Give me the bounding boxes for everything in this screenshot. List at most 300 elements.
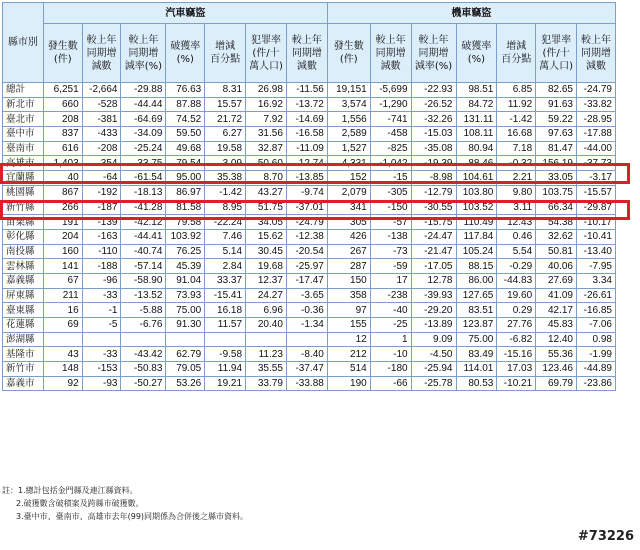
value-cell: 267 [327,244,370,259]
value-cell: 41.09 [536,288,577,303]
value-cell: -1,042 [370,156,411,171]
moto-theft-header: 機車竊盜 [327,3,615,24]
column-header: 發生數 (件) [327,24,370,83]
value-cell: -8.40 [286,347,327,362]
value-cell: -6.82 [497,332,536,347]
value-cell: 45.83 [536,318,577,333]
value-cell: -26.61 [577,288,616,303]
value-cell: 86.97 [166,185,205,200]
value-cell: 83.49 [456,347,497,362]
value-cell: 79.58 [166,215,205,230]
value-cell: 211 [43,288,82,303]
value-cell: 6.27 [205,127,246,142]
value-cell: 103.52 [456,200,497,215]
value-cell: -110 [82,244,121,259]
value-cell: 12.74 [286,156,327,171]
value-cell: 55.36 [536,347,577,362]
table-row [3,127,616,142]
value-cell [286,332,327,347]
value-cell: -0.36 [286,303,327,318]
value-cell: -58.90 [121,273,166,288]
value-cell: -39.93 [411,288,456,303]
county-name-cell: 臺東縣 [3,303,44,318]
table-row [3,141,616,156]
value-cell: 148 [43,362,82,377]
value-cell: 98.51 [456,83,497,98]
value-cell: 81.47 [536,141,577,156]
value-cell: 91.04 [166,273,205,288]
county-name-cell: 彰化縣 [3,229,44,244]
value-cell: -15.41 [205,288,246,303]
value-cell: -30.55 [411,200,456,215]
value-cell: 88.15 [456,259,497,274]
value-cell: 3.11 [497,200,536,215]
value-cell: -187 [82,200,121,215]
value-cell: 204 [43,229,82,244]
value-cell: 74.52 [166,112,205,127]
value-cell: 17.03 [497,362,536,377]
value-cell: 84.72 [456,97,497,112]
value-cell: -24.79 [286,215,327,230]
value-cell: 103.92 [166,229,205,244]
value-cell: 75.00 [166,303,205,318]
county-name-cell: 臺南市 [3,141,44,156]
value-cell: 19.68 [246,259,287,274]
value-cell: -5 [82,318,121,333]
value-cell: -33.82 [577,97,616,112]
value-cell: -1.42 [497,112,536,127]
table-row [3,259,616,274]
county-name-cell: 臺中市 [3,127,44,142]
value-cell: -44.83 [497,273,536,288]
value-cell: -26.52 [411,97,456,112]
value-cell: -59 [370,259,411,274]
value-cell: 34.05 [246,215,287,230]
value-cell: -153 [82,362,121,377]
value-cell: -57.14 [121,259,166,274]
value-cell: 12.43 [497,215,536,230]
table-row [3,215,616,230]
value-cell: -163 [82,229,121,244]
value-cell: 91.30 [166,318,205,333]
county-name-cell: 南投縣 [3,244,44,259]
value-cell: 11.94 [205,362,246,377]
value-cell: 5.54 [497,244,536,259]
value-cell: 358 [327,288,370,303]
value-cell: 43 [43,347,82,362]
column-header: 較上年 同期增 減數 [577,24,616,83]
value-cell: 50.60 [246,156,287,171]
value-cell: -29.20 [411,303,456,318]
value-cell: -305 [370,185,411,200]
value-cell: -3.65 [286,288,327,303]
county-name-cell: 花蓮縣 [3,318,44,333]
value-cell: -1.42 [205,185,246,200]
value-cell: -4.50 [411,347,456,362]
value-cell: 3.34 [577,273,616,288]
table-row [3,362,616,377]
county-name-cell: 嘉義縣 [3,273,44,288]
value-cell: 73.93 [166,288,205,303]
value-cell: -44.41 [121,229,166,244]
value-cell: 81.58 [166,200,205,215]
value-cell: -29.88 [121,83,166,98]
value-cell: 40 [43,171,82,186]
value-cell: -10 [370,347,411,362]
county-header: 縣市別 [3,3,44,83]
value-cell: 33.79 [246,376,287,391]
value-cell: 7.18 [497,141,536,156]
column-header: 破獲率 (%) [166,24,205,83]
value-cell: -0.32 [497,156,536,171]
value-cell: 0.46 [497,229,536,244]
value-cell: -22.24 [205,215,246,230]
value-cell: 54.38 [536,215,577,230]
value-cell: 82.65 [536,83,577,98]
value-cell: -10.17 [577,215,616,230]
table-row [3,185,616,200]
value-cell: -24.79 [577,83,616,98]
value-cell: 30.45 [246,244,287,259]
value-cell: -37.01 [286,200,327,215]
value-cell: 155 [327,318,370,333]
value-cell: -33 [82,347,121,362]
value-cell: 33.37 [205,273,246,288]
table-row [3,332,616,347]
table-row [3,273,616,288]
value-cell: 11.57 [205,318,246,333]
value-cell: -17.47 [286,273,327,288]
footnotes [2,484,248,523]
value-cell: 131.11 [456,112,497,127]
value-cell: 33.05 [536,171,577,186]
value-cell: -13.85 [286,171,327,186]
column-header: 較上年 同期增 減數 [370,24,411,83]
value-cell: 660 [43,97,82,112]
value-cell: -16.85 [577,303,616,318]
value-cell: 3.09 [205,156,246,171]
value-cell: 354 [82,156,121,171]
value-cell: -208 [82,141,121,156]
value-cell: 80.53 [456,376,497,391]
value-cell: 31.56 [246,127,287,142]
value-cell: 11.23 [246,347,287,362]
value-cell: 83.51 [456,303,497,318]
value-cell: 150 [327,273,370,288]
value-cell: -24.47 [411,229,456,244]
value-cell: 59.50 [166,127,205,142]
value-cell: -16.58 [286,127,327,142]
value-cell: -238 [370,288,411,303]
value-cell [205,332,246,347]
value-cell: -66 [370,376,411,391]
table-row [3,97,616,112]
value-cell: 514 [327,362,370,377]
value-cell: 837 [43,127,82,142]
value-cell: 114.01 [456,362,497,377]
value-cell: -15.16 [497,347,536,362]
value-cell: 80.94 [456,141,497,156]
value-cell: 95.00 [166,171,205,186]
value-cell: 79.05 [166,362,205,377]
value-cell: -37.73 [577,156,616,171]
value-cell: 7.92 [246,112,287,127]
value-cell [43,332,82,347]
value-cell: 79.54 [166,156,205,171]
value-cell: 104.61 [456,171,497,186]
value-cell: 12.40 [536,332,577,347]
value-cell: 7.46 [205,229,246,244]
value-cell: 110.49 [456,215,497,230]
column-header: 增減 百分點 [205,24,246,83]
table-row [3,112,616,127]
value-cell: 49.68 [166,141,205,156]
value-cell: -15 [370,171,411,186]
value-cell: -188 [82,259,121,274]
value-cell: 6.85 [497,83,536,98]
value-cell: -32.26 [411,112,456,127]
value-cell: 9.09 [411,332,456,347]
value-cell: 341 [327,200,370,215]
table-row [3,347,616,362]
value-cell: -50.27 [121,376,166,391]
value-cell: 2,589 [327,127,370,142]
value-cell: 19,151 [327,83,370,98]
value-cell: -73 [370,244,411,259]
county-name-cell: 臺北市 [3,112,44,127]
value-cell: -25.97 [286,259,327,274]
value-cell: 92 [43,376,82,391]
value-cell: 2.21 [497,171,536,186]
county-name-cell: 基隆市 [3,347,44,362]
table-row [3,376,616,391]
value-cell: 20.40 [246,318,287,333]
value-cell [166,332,205,347]
value-cell: 75.00 [456,332,497,347]
value-cell: -15.57 [577,185,616,200]
value-cell: 69.79 [536,376,577,391]
value-cell: 19.60 [497,288,536,303]
value-cell: 12.37 [246,273,287,288]
value-cell: -381 [82,112,121,127]
value-cell: -5,699 [370,83,411,98]
value-cell: 97 [327,303,370,318]
value-cell: -44.89 [577,362,616,377]
value-cell: -25.24 [121,141,166,156]
value-cell: 27.69 [536,273,577,288]
value-cell: 87.88 [166,97,205,112]
value-cell: -18.13 [121,185,166,200]
column-header: 較上年 同期增 減數 [82,24,121,83]
value-cell: -28.95 [577,112,616,127]
county-name-cell: 苗栗縣 [3,215,44,230]
value-cell: 190 [327,376,370,391]
value-cell: 62.79 [166,347,205,362]
value-cell: 17 [370,273,411,288]
value-cell: -25.78 [411,376,456,391]
footnote-3: 3.臺中市、臺南市、高雄市去年(99)同期係為合併後之縣市資料。 [16,512,249,521]
value-cell: -21.47 [411,244,456,259]
footnote-1: 註：1.總計包括金門縣及連江縣資料。 [2,486,138,495]
value-cell: -14.69 [286,112,327,127]
value-cell: 3,574 [327,97,370,112]
value-cell: 66.34 [536,200,577,215]
value-cell: -50.83 [121,362,166,377]
value-cell: 12 [327,332,370,347]
value-cell: -825 [370,141,411,156]
value-cell: 26.98 [246,83,287,98]
value-cell: 212 [327,347,370,362]
table-row [3,244,616,259]
table-row [3,171,616,186]
value-cell: -15.03 [411,127,456,142]
value-cell: 15.57 [205,97,246,112]
value-cell: 40.06 [536,259,577,274]
value-cell [246,332,287,347]
value-cell: -12.38 [286,229,327,244]
value-cell: -1.99 [577,347,616,362]
value-cell: -10.21 [497,376,536,391]
value-cell: 51.75 [246,200,287,215]
value-cell: -57 [370,215,411,230]
county-name-cell: 屏東縣 [3,288,44,303]
value-cell: 76.63 [166,83,205,98]
county-name-cell: 澎湖縣 [3,332,44,347]
value-cell: 123.87 [456,318,497,333]
value-cell: -13.89 [411,318,456,333]
value-cell: -7.06 [577,318,616,333]
value-cell: -25.94 [411,362,456,377]
value-cell: 156.19 [536,156,577,171]
value-cell: 1 [370,332,411,347]
value-cell: 35.55 [246,362,287,377]
value-cell: 4,331 [327,156,370,171]
value-cell: 123.46 [536,362,577,377]
column-header: 犯罪率 (件/十 萬人口) [536,24,577,83]
value-cell: 6,251 [43,83,82,98]
value-cell: 305 [327,215,370,230]
value-cell: 16.92 [246,97,287,112]
theft-statistics-table [2,2,616,391]
value-cell: 67 [43,273,82,288]
value-cell: 152 [327,171,370,186]
value-cell: 27.76 [497,318,536,333]
value-cell: -33 [82,288,121,303]
value-cell: 426 [327,229,370,244]
value-cell: 35.38 [205,171,246,186]
value-cell: 32.87 [246,141,287,156]
value-cell: -7.95 [577,259,616,274]
value-cell: -458 [370,127,411,142]
value-cell: 21.72 [205,112,246,127]
county-name-cell: 新竹市 [3,362,44,377]
value-cell: -29.87 [577,200,616,215]
county-name-cell: 新竹縣 [3,200,44,215]
value-cell: 9.80 [497,185,536,200]
value-cell: -35.08 [411,141,456,156]
value-cell: -34.09 [121,127,166,142]
value-cell: 8.95 [205,200,246,215]
value-cell: -12.79 [411,185,456,200]
table-row [3,288,616,303]
county-name-cell: 宜蘭縣 [3,171,44,186]
value-cell: -40.74 [121,244,166,259]
value-cell: 16.18 [205,303,246,318]
value-cell [121,332,166,347]
value-cell: -2,664 [82,83,121,98]
value-cell: -9.74 [286,185,327,200]
value-cell: -42.12 [121,215,166,230]
value-cell: 5.14 [205,244,246,259]
value-cell: 11.92 [497,97,536,112]
value-cell: 867 [43,185,82,200]
value-cell: -11.09 [286,141,327,156]
value-cell: 103.80 [456,185,497,200]
value-cell: -1,290 [370,97,411,112]
value-cell: -192 [82,185,121,200]
value-cell: 32.62 [536,229,577,244]
value-cell: 59.22 [536,112,577,127]
county-name-cell: 新北市 [3,97,44,112]
value-cell: -61.54 [121,171,166,186]
value-cell: 287 [327,259,370,274]
county-name-cell: 嘉義市 [3,376,44,391]
table-row [3,303,616,318]
value-cell: -528 [82,97,121,112]
county-name-cell: 高雄市 [3,156,44,171]
value-cell: -11.56 [286,83,327,98]
value-cell: -23.86 [577,376,616,391]
value-cell: 16 [43,303,82,318]
value-cell: -17.05 [411,259,456,274]
table-row [3,318,616,333]
value-cell: 33.75 [121,156,166,171]
value-cell: 53.26 [166,376,205,391]
value-cell: -64 [82,171,121,186]
value-cell: 0.98 [577,332,616,347]
value-cell: 8.31 [205,83,246,98]
value-cell: -13.52 [121,288,166,303]
value-cell: -33.88 [286,376,327,391]
value-cell: -0.29 [497,259,536,274]
table-body [3,83,616,391]
value-cell: 2,079 [327,185,370,200]
column-header: 增減 百分點 [497,24,536,83]
value-cell: 0.29 [497,303,536,318]
value-cell: 191 [43,215,82,230]
value-cell: -5.88 [121,303,166,318]
value-cell: 616 [43,141,82,156]
value-cell: 91.63 [536,97,577,112]
value-cell: -10.41 [577,229,616,244]
value-cell: -1.34 [286,318,327,333]
value-cell: 97.63 [536,127,577,142]
value-cell: 43.27 [246,185,287,200]
value-cell: -93 [82,376,121,391]
value-cell: 208 [43,112,82,127]
value-cell: 108.11 [456,127,497,142]
county-name-cell: 雲林縣 [3,259,44,274]
value-cell: -139 [82,215,121,230]
value-cell: 86.00 [456,273,497,288]
value-cell: 266 [43,200,82,215]
value-cell: 76.25 [166,244,205,259]
value-cell: 69 [43,318,82,333]
value-cell: 127.65 [456,288,497,303]
value-cell: -41.28 [121,200,166,215]
value-cell: -150 [370,200,411,215]
value-cell: -44.00 [577,141,616,156]
